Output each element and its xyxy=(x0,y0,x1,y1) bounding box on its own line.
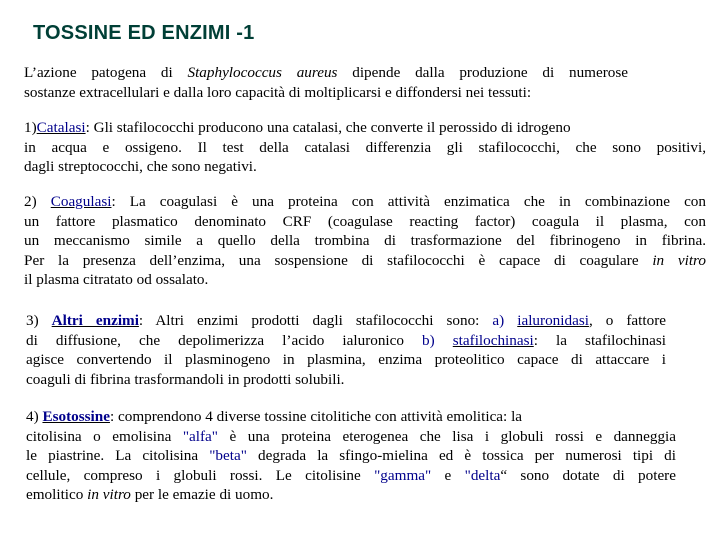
altri-enzimi-line-3: agisce convertendo il plasminogeno in plasmina, enzima proteolitico capace di attaccare i xyxy=(26,351,666,369)
text-span: , o fattore xyxy=(588,312,667,329)
item-label-a: a) xyxy=(492,312,505,329)
text-span: “ sono dotate di potere xyxy=(500,466,676,484)
text-span: : la stafilochinasi xyxy=(533,331,667,349)
ialuronidasi-term: ialuronidasi xyxy=(517,312,589,329)
italic-term: in vitro xyxy=(87,486,131,504)
text-span: L’azione patogena di xyxy=(24,64,188,81)
item-number: 1) xyxy=(24,119,37,136)
text-span: le piastrine. La citolisina xyxy=(26,447,210,465)
text-span: : Gli stafilococchi producono una catalasi, che converte il perossido di idrogeno xyxy=(85,119,571,136)
slide-title: TOSSINE ED ENZIMI -1 xyxy=(33,22,255,44)
text-span: è una proteina eterogenea che lisa i globuli rossi e danneggia xyxy=(218,427,676,445)
text-span: di diffusione, che depolimerizza l’acido ialuronico xyxy=(26,331,423,349)
gamma-term: "gamma" xyxy=(374,466,432,484)
altri-enzimi-line-4: coaguli di fibrina trasformandoli in prodotti solubili. xyxy=(26,370,345,388)
text-span: per le emazie di uomo. xyxy=(130,486,274,504)
altri-enzimi-line-1 xyxy=(26,311,666,331)
intro-line-2: sostanze extracellulari e dalla loro capacità di moltiplicarsi e diffondersi nei tessuti: xyxy=(24,83,532,101)
intro-paragraph xyxy=(24,63,628,102)
coagulasi-line-4 xyxy=(24,251,706,271)
delta-term: "delta xyxy=(464,466,501,484)
item-number: 3) xyxy=(26,312,52,329)
esotossine-line-3 xyxy=(26,446,676,466)
stafilochinasi-term: stafilochinasi xyxy=(452,331,534,349)
text-span: dipende dalla produzione di numerose xyxy=(337,64,629,81)
intro-line-1 xyxy=(24,63,628,83)
esotossine-line-4 xyxy=(26,466,676,486)
text-span: : Altri enzimi prodotti dagli stafilococchi sono: xyxy=(138,312,493,329)
esotossine-line-1 xyxy=(26,407,676,427)
text-span: degrada la sfingo-mielina ed è tossica per numerosi tipi di xyxy=(246,447,676,465)
beta-term: "beta" xyxy=(209,447,247,465)
catalasi-paragraph xyxy=(24,118,706,177)
coagulasi-paragraph xyxy=(24,192,706,290)
coagulasi-term: Coagulasi xyxy=(50,193,112,210)
catalasi-line-3: dagli streptococchi, che sono negativi. xyxy=(24,158,257,176)
esotossine-line-2 xyxy=(26,427,676,447)
text-span: cellule, compreso i globuli rossi. Le citolisine xyxy=(26,466,375,484)
text-span: emolitico xyxy=(26,486,88,504)
item-label-b: b) xyxy=(422,331,435,349)
catalasi-term: Catalasi xyxy=(36,119,86,136)
altri-enzimi-line-2 xyxy=(26,331,666,351)
alfa-term: "alfa" xyxy=(182,427,219,445)
italic-term: in vitro xyxy=(652,251,706,269)
coagulasi-line-3: un meccanismo simile a quello della trombina di trasformazione del fibrinogeno in fibrina. xyxy=(24,232,706,250)
altri-enzimi-term: Altri enzimi xyxy=(51,312,139,329)
esotossine-paragraph xyxy=(26,407,676,505)
text-span: : La coagulasi è una proteina con attività enzimatica che in combinazione con xyxy=(111,193,706,210)
item-number: 2) xyxy=(24,193,51,210)
coagulasi-line-2: un fattore plasmatico denominato CRF (coagulase reacting factor) coagula il plasma, con xyxy=(24,212,706,230)
text-span: : comprendono 4 diverse tossine citolitiche con attività emolitica: la xyxy=(109,408,523,425)
catalasi-line-2: in acqua e ossigeno. Il test della catalasi differenzia gli stafilococchi, che sono positivi, xyxy=(24,138,706,156)
item-number: 4) xyxy=(26,408,43,425)
catalasi-line-1 xyxy=(24,118,706,138)
text-span: e xyxy=(431,466,465,484)
esotossine-term: Esotossine xyxy=(42,408,110,425)
text-span: citolisina o emolisina xyxy=(26,427,183,445)
species-name: Staphylococcus aureus xyxy=(187,64,338,81)
coagulasi-line-5: il plasma citratato od ossalato. xyxy=(24,271,209,289)
esotossine-line-5 xyxy=(26,485,676,505)
coagulasi-line-1 xyxy=(24,192,706,212)
text-span: Per la presenza dell’enzima, una sospensione di stafilococchi è capace di coagulare xyxy=(24,251,653,269)
altri-enzimi-paragraph xyxy=(26,311,666,389)
